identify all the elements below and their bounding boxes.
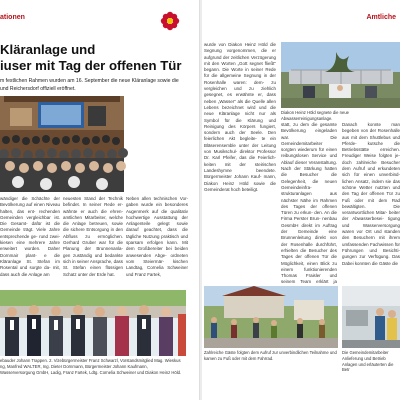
article-lead (0, 78, 198, 93)
lead-line-1: m festlichen Rahmen wurden am 16. September die neue Kläranlage sowie die (0, 78, 179, 84)
group-photo-caption (0, 358, 186, 378)
right-column-3: Danach konnte man begeben von der Rosenhalle aus mit dem Shuttlebus und Pferde- kutsche die Betriebsstätte erreichen. Freudiger Weise folgten je- doch zahlreiche Besucher dem Aufruf und erkundeten sich für einen unverbind- lichen Ansatz, indem sie das schöne Wetter nutzten und den Tag der offenen Tür zu Fuß oder mit dem Rad bewältigten. Die verantwortlichen Mitar- beiter der Abwasserbesei- tigung und Wasserversorgung waren vor Ort und standen den Besuchern mit ihrem umfassenden Fachwissen für Führungen und Besichti- gungen zur Verfügung. Das Dabei konnten die Gäste die (342, 122, 400, 266)
plant-photo (281, 42, 400, 108)
flower-logo-icon (160, 11, 180, 31)
headline-line-1: Kläranlage und (0, 42, 96, 57)
right-column-1: wurde von Diakon Heinz Höld die Segnung vorgenommen, die er aufgrund der zeitlichen Verzögerung mit den Worten „Gott segnet fließt" begann. Die Worte in seiner Rede für die allgemeine Segnung in der Rosenhalle waren: dem- zu vergleichen und zu ziehlich gesegnet, es erwähnte er, dass neben „Wasser" als die Quelle allen Lebens bezeichnet wird und die neue Kläranlage nicht nur als Symbol für die Klärung und Reinigung des Körpers fungiert, sondern auch der Seele. Den feierlichen Akt begleite- te ein Bläserensemble unter der Leitung von Musikschul- direktor Professor Dr. Karl Pfeifer, das die Feierlich- keiten mit der steirischen Landeshymne beendete. Bürgermeister Johann Kauf- mann, Diakon Heinz Höld sowie die Gemeinderat hoch beteiligt. (204, 42, 276, 192)
caption-line-3: Wasserversorgung GmbH, Ladig, Franz Fartek, Ldtg. Cornelia Schweiner und Diakon Heinz Höld. (0, 369, 182, 375)
section-label-right: Amtliche (366, 14, 396, 21)
right-page (202, 0, 400, 400)
workers-photo-caption: Die Gemeindemitarbeiter Anlieferung und Betrieb Anlagen und erläuterten die Betr (342, 350, 394, 373)
left-column-2: neuesten Stand der Technik befindet. In seiner Rede er- wähnte er auch die ehren- amtlichen Mitarbeiter, welche die Anlage betreuen, sowie die sichere Entsorgung in den Abfluss zu ermöglichen. Gerhard Gruber war für die Planung der Brunnenanla- gen zuständig und bedankte sich in seiner Ansprache, dass St. Stefan einen flüssigen Schatz unter der Erde hat. (63, 196, 123, 277)
audience-photo (0, 96, 124, 192)
right-column-2: statt, zu dem die gesamte Bevölkerung eingeladen war. Die Gemeindemitarbeiter sorgten wiederum für einen reibungslosen Service und Ablauf dieser Veranstaltung. Nach der Stärkung hatten die Besucher die Gelegenheit, die neuen Gemeindeinfra- strukturanlagen aus nächster Nähe im Rahmen des Tages der offenen Türen zu erkun- den. An die Firma Perster Brun- nenbau GesmbH direkt im Auftrag der Gemeinde eine Brunnenleitung direkt von der Rosenhalle durchführt, erhielten die Besucher des Tages der offenen Tür die Möglichkeit, einen Blick zu einem funktionierenden Thomas Fraisler und seinem Team erklärt ja (281, 122, 337, 285)
left-column-1: wändiger die Schächte der Bevölkerung auf einen Niveau halten, das ent- rechenden Gemeinden vergleichbar ist. Die Gesamt- dafür ist die Gemeinde trägt. Viele Jahre entsprechende ge- rund zwei- kiesen eine mehrere Jahre erweitert worden. Daher Dornmair plant- e die Kläranlage St. Stefan im Rosental und sorgte da- mit, dass auch die Anlage am (0, 196, 60, 277)
plant-photo-caption: Diakon Heinz Höld segnete die neue Abwasserreinigungsanlage. (281, 110, 349, 121)
caption-line-1: ebauder Johann Trappen. 2. Vizebürgermeister Franz Schwarzl, Vorstandsmitglied Mag. Wieskus (0, 358, 181, 363)
lead-line-2: und Reichersdorf offiziell eröffnet. (0, 85, 76, 92)
section-label-left: ationen (0, 14, 25, 21)
workers-photo (342, 286, 400, 348)
visitors-photo-caption: Zahlreiche Gäste folgten dem Aufruf zur unverbindlichen Teilnahme und kamen zu Fuß oder mit dem Fahrrad. (204, 350, 337, 361)
headline-line-2: iuser mit Tag der offenen Tür (0, 58, 182, 73)
visitors-photo (204, 286, 338, 348)
group-photo (0, 290, 186, 356)
caption-line-2: ng, Manfred WALTER, Ing. Dieter Dornmann, Bürgermeister Johann Kaufmann, (0, 363, 148, 369)
article-headline (0, 42, 198, 74)
left-column-3: Neben allen technischen Vor- gaben wurde ein besonderes Augenmerk auf die qualitativ hochwertige Ausstattung der Anlagenteile gelegt sowie darauf geachtet, dass die tägliche Nutzung praktisch und sparsam erfolgen kann. Mit dem Großbereiter bei beiden anwesenden Abge- ordneten vom Steiermär- kischen Landtag, Cornelia Schweiner und Franz Fartek, (126, 196, 188, 277)
